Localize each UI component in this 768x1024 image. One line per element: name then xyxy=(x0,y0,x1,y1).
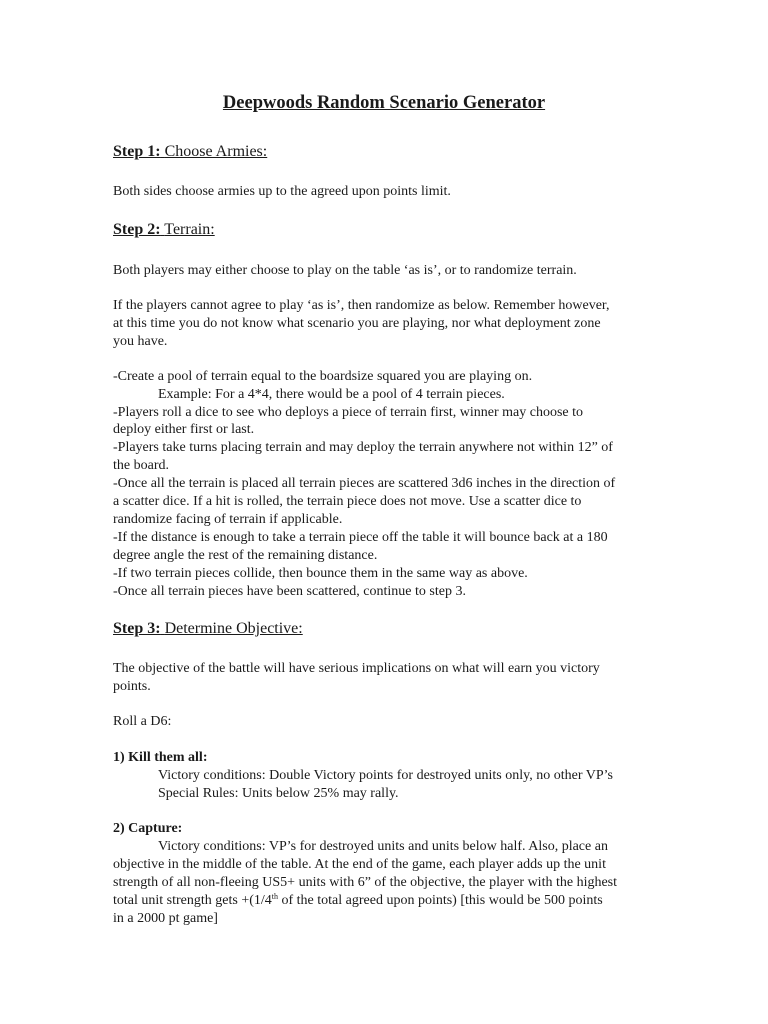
terrain-example-line: Example: For a 4*4, there would be a pool of 4 terrain pieces. xyxy=(158,387,505,402)
step1-heading xyxy=(113,143,267,161)
step2-paragraph-2-line: at this time you do not know what scenario you are playing, nor what deployment zone xyxy=(113,316,601,331)
terrain-list-line: -If the distance is enough to take a terrain piece off the table it will bounce back at a 180 xyxy=(113,530,608,545)
objective-2-line: Victory conditions: VP’s for destroyed units and units below half. Also, place an xyxy=(158,839,608,854)
step2-label: Step 2: xyxy=(113,221,161,238)
document-title: Deepwoods Random Scenario Generator xyxy=(222,93,546,113)
terrain-list-line: -Once all terrain pieces have been scattered, continue to step 3. xyxy=(113,584,466,599)
objective-1-line: Special Rules: Units below 25% may rally. xyxy=(158,786,399,801)
step2-paragraph-2-line: you have. xyxy=(113,334,168,349)
step2-paragraph-1: Both players may either choose to play on the table ‘as is’, or to randomize terrain. xyxy=(113,263,577,278)
step1-title: Choose Armies: xyxy=(164,143,268,160)
objective-2-line-end: of the total agreed upon points) [this would be 500 points xyxy=(278,893,603,908)
terrain-list-line: the board. xyxy=(113,458,169,473)
step1-label: Step 1: xyxy=(113,143,161,160)
terrain-list-line: deploy either first or last. xyxy=(113,422,255,437)
ordinal-superscript: th xyxy=(271,892,278,901)
terrain-list-line: -If two terrain pieces collide, then bounce them in the same way as above. xyxy=(113,566,528,581)
step2-title: Terrain: xyxy=(164,221,215,238)
objective-2-line: strength of all non-fleeing US5+ units with 6” of the objective, the player with the highest xyxy=(113,875,618,890)
terrain-list-line: -Players take turns placing terrain and may deploy the terrain anywhere not within 12” of xyxy=(113,440,613,455)
step2-paragraph-2-line: If the players cannot agree to play ‘as is’, then randomize as below. Remember however, xyxy=(113,298,610,313)
objective-2-line: in a 2000 pt game] xyxy=(113,911,218,926)
step3-title: Determine Objective: xyxy=(164,620,303,637)
objective-2-line: objective in the middle of the table. At the end of the game, each player adds up the unit xyxy=(113,857,606,872)
objective-1-title-text: 1) Kill them all: xyxy=(113,750,208,765)
objective-2-title xyxy=(113,820,182,838)
objective-1-title xyxy=(113,749,208,767)
terrain-list-line: -Players roll a dice to see who deploys a piece of terrain first, winner may choose to xyxy=(113,405,584,420)
roll-instruction: Roll a D6: xyxy=(113,714,172,729)
step3-label: Step 3: xyxy=(113,620,161,637)
objective-2-title-text: 2) Capture: xyxy=(113,821,183,836)
terrain-list-line: a scatter dice. If a hit is rolled, the terrain piece does not move. Use a scatter dice to xyxy=(113,494,582,509)
terrain-list-line: randomize facing of terrain if applicable. xyxy=(113,512,343,527)
step3-paragraph-line: The objective of the battle will have serious implications on what will earn you victory xyxy=(113,661,600,676)
step3-paragraph-line: points. xyxy=(113,679,151,694)
terrain-list-line: -Once all the terrain is placed all terrain pieces are scattered 3d6 inches in the direction of xyxy=(113,476,616,491)
step1-text: Both sides choose armies up to the agreed upon points limit. xyxy=(113,184,451,199)
step2-heading xyxy=(113,221,215,239)
objective-2-line-start: total unit strength gets +(1/4 xyxy=(113,893,272,908)
terrain-list-line: degree angle the rest of the remaining distance. xyxy=(113,548,378,563)
objective-2-line xyxy=(113,892,603,910)
objective-1-line: Victory conditions: Double Victory points for destroyed units only, no other VP’s xyxy=(158,768,613,783)
terrain-list-line: -Create a pool of terrain equal to the boardsize squared you are playing on. xyxy=(113,369,533,384)
step3-heading xyxy=(113,620,303,638)
